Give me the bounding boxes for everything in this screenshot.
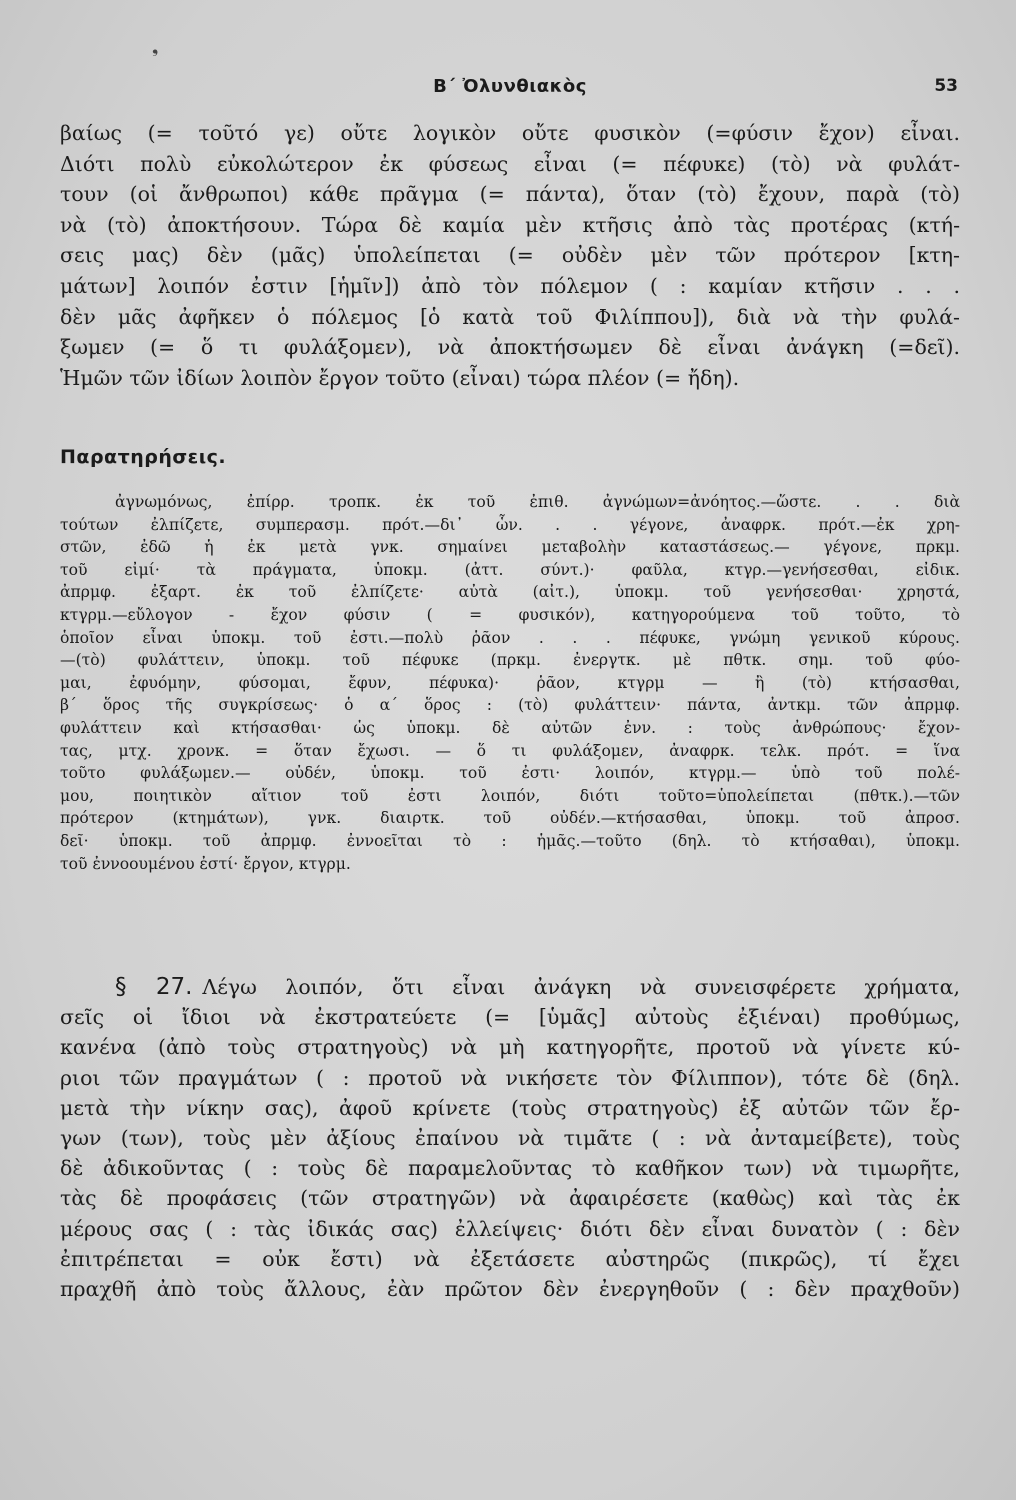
note-line: τας, μτχ. χρονκ. = ὅταν ἔχωσι. — ὅ τι φυλάξομεν, ἀναφρκ. τελκ. πρότ. = ἵνα — [60, 741, 960, 760]
section-line: πραχθῆ ἀπὸ τοὺς ἄλλους, ἐὰν πρῶτον δὲν ἐνεργηθοῦν ( : δὲν πραχθοῦν) — [60, 1276, 960, 1301]
text-line: τουν (οἱ ἄνθρωποι) κάθε πρᾶγμα (= πάντα), ὅταν (τὸ) ἔχουν, παρὰ (τὸ) — [60, 182, 960, 207]
note-line: ἀπρμφ. ἐξαρτ. ἐκ τοῦ ἐλπίζετε· αὐτὰ (αἰτ.), ὑποκμ. τοῦ γενήσεσθαι· χρηστά, — [60, 583, 960, 602]
section-line: τὰς δὲ προφάσεις (τῶν στρατηγῶν) νὰ ἀφαιρέσετε (καθὼς) καὶ τὰς ἐκ — [60, 1186, 960, 1211]
text-line: νὰ (τὸ) ἀποκτήσουν. Τώρα δὲ καμία μὲν κτῆσις ἀπὸ τὰς προτέρας (κτή- — [60, 212, 960, 237]
note-line: β΄ ὅρος τῆς συγκρίσεως· ὁ α΄ ὅρος : (τὸ) φυλάττειν· πάντα, ἀντκμ. τῶν ἀπρμφ. — [60, 696, 960, 715]
text-line: βαίως (= τοῦτό γε) οὔτε λογικὸν οὔτε φυσικὸν (=φύσιν ἔχον) εἶναι. — [60, 121, 960, 145]
note-line: τοῦ εἰμί· τὰ πράγματα, ὑποκμ. (ἀττ. σύντ.)· φαῦλα, κτγρ.—γενήσεσθαι, εἰδικ. — [60, 560, 960, 579]
section-line-text: Λέγω λοιπόν, ὅτι εἶναι ἀνάγκη νὰ συνεισφέρετε χρήματα, — [202, 975, 960, 999]
notes-paragraph — [60, 491, 960, 875]
running-title: Β΄ Ὀλυνθιακὸς — [433, 76, 587, 97]
section-line: σεῖς οἱ ἴδιοι νὰ ἐκστρατεύετε (= [ὑμᾶς] αὐτοὺς ἐξιέναι) προθύμως, — [60, 1005, 960, 1030]
section-line: γων (των), τοὺς μὲν ἀξίους ἐπαίνου νὰ τιμᾶτε ( : νὰ ἀνταμείβετε), τοὺς — [60, 1125, 960, 1150]
print-speck: ❟ — [152, 38, 159, 57]
note-line: ὁποῖον εἶναι ὑποκμ. τοῦ ἐστι.—πολὺ ῥᾶον . . . πέφυκε, γνώμη γενικοῦ κύρους. — [60, 628, 960, 647]
notes-heading: Παρατηρήσεις. — [60, 446, 227, 468]
text-line: Διότι πολὺ εὐκολώτερον ἐκ φύσεως εἶναι (= πέφυκε) (τὸ) νὰ φυλάτ- — [60, 151, 960, 176]
note-line: στῶν, ἐδῶ ἡ ἐκ μετὰ γνκ. σημαίνει μεταβολὴν καταστάσεως.— γέγονε, πρκμ. — [60, 538, 960, 557]
section-line: δὲ ἀδικοῦντας ( : τοὺς δὲ παραμελοῦντας τὸ καθῆκον των) νὰ τιμωρῆτε, — [60, 1156, 960, 1181]
note-line: κτγρμ.—εὔλογον - ἔχον φύσιν ( = φυσικόν), κατηγορούμενα τοῦ τοῦτο, τὸ — [60, 605, 960, 624]
text-line: μάτων] λοιπόν ἐστιν [ἡμῖν]) ἀπὸ τὸν πόλεμον ( : καμίαν κτῆσιν . . . — [60, 273, 960, 298]
text-line: Ἡμῶν τῶν ἰδίων λοιπὸν ἔργον τοῦτο (εἶναι) τώρα πλέον (= ἤδη). — [60, 365, 740, 390]
note-line: δεῖ· ὑποκμ. τοῦ ἀπρμφ. ἐννοεῖται τὸ : ἡμᾶς.—τοῦτο (δηλ. τὸ κτήσαθαι), ὑποκμ. — [60, 831, 960, 850]
page-number: 53 — [934, 76, 958, 96]
note-line: τοῦ ἐννοουμένου ἐστί· ἔργον, κτγρμ. — [60, 854, 351, 873]
note-line: τούτων ἐλπίζετε, συμπερασμ. πρότ.—δι᾽ ὧν. . . γέγονε, ἀναφρκ. πρότ.—ἐκ χρη- — [60, 515, 960, 534]
note-line: πρότερον (κτημάτων), γνκ. διαιρτκ. τοῦ οὐδέν.—κτήσασθαι, ὑποκμ. τοῦ ἀπροσ. — [60, 809, 960, 828]
text-line: σεις μας) δὲν (μᾶς) ὑπολείπεται (= οὐδὲν μὲν τῶν πρότερον [κτη- — [60, 243, 960, 268]
text-line: δὲν μᾶς ἀφῆκεν ὁ πόλεμος [ὁ κατὰ τοῦ Φιλίππου]), διὰ νὰ τὴν φυλά- — [60, 304, 960, 329]
section-27-paragraph — [60, 972, 960, 1304]
note-line: μου, ποιητικὸν αἴτιον τοῦ ἐστι λοιπόν, διότι τοῦτο=ὑπολείπεται (πθτκ.).—τῶν — [60, 786, 960, 805]
section-line — [60, 972, 960, 1002]
section-line: κανένα (ἀπὸ τοὺς στρατηγοὺς) νὰ μὴ κατηγορῆτε, προτοῦ νὰ γίνετε κύ- — [60, 1035, 960, 1060]
section-line: ριοι τῶν πραγμάτων ( : προτοῦ νὰ νικήσετε τὸν Φίλιππον), τότε δὲ (δηλ. — [60, 1065, 960, 1090]
note-line: —(τὸ) φυλάττειν, ὑποκμ. τοῦ πέφυκε (πρκμ. ἐνεργτκ. μὲ πθτκ. σημ. τοῦ φύο- — [60, 651, 960, 670]
section-line: ἐπιτρέπεται = οὐκ ἔστι) νὰ ἐξετάσετε αὐστηρῶς (πικρῶς), τί ἔχει — [60, 1246, 960, 1271]
note-line: ἀγνωμόνως, ἐπίρρ. τροπκ. ἐκ τοῦ ἐπιθ. ἀγνώμων=ἀνόητος.—ὥστε. . . διὰ — [115, 493, 960, 511]
running-head — [60, 76, 960, 100]
section-mark: § 27. — [115, 974, 193, 1000]
note-line: φυλάττειν καὶ κτήσασθαι· ὡς ὑποκμ. δὲ αὐτῶν ἐνν. : τοὺς ἀνθρώπους· ἔχον- — [60, 718, 960, 737]
section-line: μέρους σας ( : τὰς ἰδικάς σας) ἐλλείψεις· διότι δὲν εἶναι δυνατὸν ( : δὲν — [60, 1216, 960, 1241]
note-line: τοῦτο φυλάξωμεν.— οὐδέν, ὑποκμ. τοῦ ἐστι· λοιπόν, κτγρμ.— ὑπὸ τοῦ πολέ- — [60, 764, 960, 783]
text-line: ξωμεν (= ὅ τι φυλάξομεν), νὰ ἀποκτήσωμεν δὲ εἶναι ἀνάγκη (=δεῖ). — [60, 335, 960, 360]
section-line: μετὰ τὴν νίκην σας), ἀφοῦ κρίνετε (τοὺς στρατηγοὺς) ἐξ αὐτῶν τῶν ἔρ- — [60, 1095, 960, 1120]
translation-paragraph — [60, 118, 960, 393]
note-line: μαι, ἐφυόμην, φύσομαι, ἔφυν, πέφυκα)· ῥᾶον, κτγρμ — ἢ (τὸ) κτήσασθαι, — [60, 673, 960, 692]
